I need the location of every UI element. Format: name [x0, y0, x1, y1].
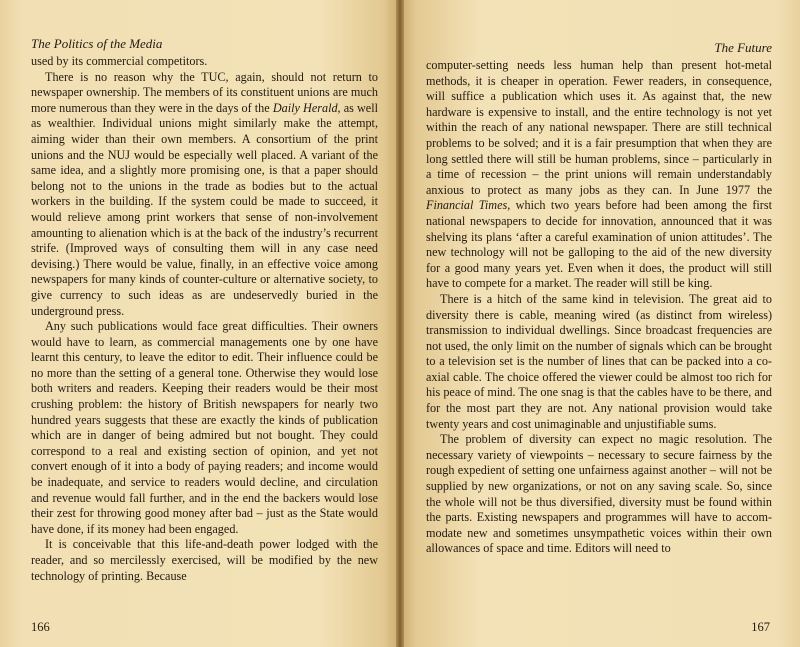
running-head-left: The Politics of the Media: [31, 36, 163, 51]
running-head-right: The Future: [714, 40, 772, 55]
paragraph: It is conceivable that this life-and-death power lodged with the reader, and so mercilessly exercised, will be modified by the new technology of printing. Because: [31, 537, 378, 583]
paragraph: Any such publications would face great difficulties. Their owners would have to learn, as commercial managements one by one have learnt this century, to leave the editor to edit. Their influence could be no more than the setting of a general tone. Otherwise they would lose both writers and readers. Keeping their readers would be their most crushing problem: the history of British newspapers for nearly two hundred years suggests that these are exactly the kinds of publication which are in danger of being admired but not bought. They could correspond to a real and existing section of opinion, and yet not convert enough of it into a body of paying readers; and income would be inadequate, and service to readers would decline, and circulation and revenue would fall further, and in the end the backers would lose their zest for throwing good money after bad – just as the State would have done, if its money had been engaged.: [31, 319, 378, 536]
page-number-right: 167: [751, 620, 770, 634]
right-page-text: [426, 58, 772, 557]
right-page: [400, 0, 800, 647]
book-gutter: [396, 0, 404, 647]
paragraph: computer-setting needs less human help than present hot-metal methods, it is cheaper in operation. Fewer readers, in consequence, will suffice a publication which uses it. As against that, the new hardware is expensive to install, and the entire technology is not yet within the reach of any national newspaper. There are still technical problems to be solved; and it is a fair presumption that when they are long settled there will still be human problems, since – particularly in a time of recession – the print unions will remain understandably anxious to protect as many jobs as they can. In June 1977 the Financial Times, which two years before had been among the first national newspapers to decide for innovation, announced that it was shelving its plans ‘after a careful examination of union attitudes’. The new technology will not be galloping to the aid of the new diversity for a good many years yet. Even when it does, the product will still have to compete for a market. The reader will still be king.: [426, 58, 772, 291]
paragraph: There is a hitch of the same kind in television. The great aid to diversity there is cable, meaning wired (as distinct from wireless) transmission to individual dwellings. Since broadcast frequencies are not used, the only limit on the number of signals which can be brought to a television set is the number of lines that can be packed into a co-axial cable. The choice offered the viewer could be almost too rich for his peace of mind. The one snag is that the cables have to be there, and for the most part they are not. Any national provision would take twenty years and cost unimaginable and unjustifiable sums.: [426, 291, 772, 431]
page-number-left: 166: [31, 620, 50, 634]
paragraph: There is no reason why the TUC, again, should not return to newspaper ownership. The members of its constituent unions are much more numerous than they were in the days of the Daily Herald, as well as wealthier. Individual unions might similarly make the attempt, aiming wider than their own members. A consortium of the print unions and the NUJ would be especially well placed. A variant of the same idea, and a slightly more promising one, is that a paper should belong not to the unions in the trade as bodies but to the actual workers in the building. If the system could be made to succeed, it would relieve among print workers that sense of non-involvement amounting to alienation which is at the back of the industry’s recurrent strife. (Improved ways of consulting them will in any case need devising.) There would be value, finally, in an effective voice among newspapers for many kinds of counter-culture or alternative society, to give currency to such ideas as are undeservedly buried in the underground press.: [31, 69, 378, 318]
paragraph: The problem of diversity can expect no magic resolution. The necessary variety of viewpoints – necessary to secure fairness by the rough expedient of setting one unfairness against another – will not be supplied by new organizations, or not on any saving scale. So, since the whole will not be thus diversified, diversity must be found within the parts. Existing newspapers and programmes will have to accommodate new and sometimes unsympathetic voices within their own allowances of space and time. Editors will need to: [426, 432, 772, 556]
left-page-text: [31, 54, 378, 584]
paragraph: used by its commercial competitors.: [31, 54, 208, 68]
